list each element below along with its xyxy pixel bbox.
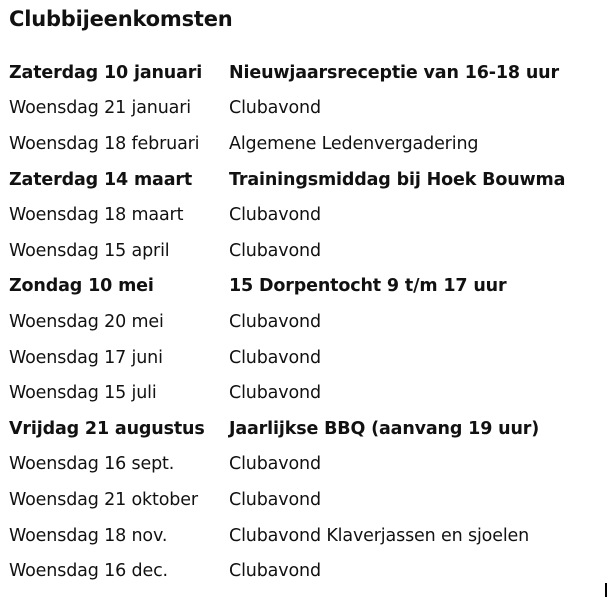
event-description: Clubavond Klaverjassen en sjoelen bbox=[229, 525, 530, 546]
event-row bbox=[9, 553, 609, 589]
event-description: Nieuwjaarsreceptie van 16-18 uur bbox=[229, 62, 559, 83]
event-date: Woensdag 18 nov. bbox=[9, 525, 168, 546]
text-cursor-mark bbox=[605, 583, 607, 597]
event-description: Clubavond bbox=[229, 383, 321, 404]
event-date: Woensdag 16 sept. bbox=[9, 454, 175, 475]
event-date: Woensdag 16 dec. bbox=[9, 561, 168, 582]
event-row bbox=[9, 518, 609, 554]
event-date: Vrijdag 21 augustus bbox=[9, 418, 205, 439]
event-date: Woensdag 15 april bbox=[9, 240, 170, 261]
event-row bbox=[9, 126, 609, 162]
event-description: Algemene Ledenvergadering bbox=[229, 133, 479, 154]
event-description: Clubavond bbox=[229, 489, 321, 510]
event-row bbox=[9, 55, 609, 91]
event-description: Clubavond bbox=[229, 561, 321, 582]
event-description: Clubavond bbox=[229, 454, 321, 475]
event-date: Woensdag 17 juni bbox=[9, 347, 163, 368]
event-date: Woensdag 20 mei bbox=[9, 311, 164, 332]
event-description: Clubavond bbox=[229, 240, 321, 261]
page-title: Clubbijeenkomsten bbox=[9, 7, 233, 31]
event-date: Zaterdag 14 maart bbox=[9, 169, 193, 190]
event-row bbox=[9, 340, 609, 376]
event-description: Clubavond bbox=[229, 205, 321, 226]
event-row bbox=[9, 304, 609, 340]
event-date: Woensdag 18 maart bbox=[9, 205, 184, 226]
event-description: 15 Dorpentocht 9 t/m 17 uur bbox=[229, 276, 507, 297]
event-row bbox=[9, 482, 609, 518]
event-row bbox=[9, 233, 609, 269]
event-date: Woensdag 18 februari bbox=[9, 133, 200, 154]
event-row bbox=[9, 411, 609, 447]
event-row bbox=[9, 162, 609, 198]
event-description: Trainingsmiddag bij Hoek Bouwma bbox=[229, 169, 566, 190]
event-row bbox=[9, 375, 609, 411]
event-description: Clubavond bbox=[229, 311, 321, 332]
event-date: Zondag 10 mei bbox=[9, 276, 154, 297]
event-description: Clubavond bbox=[229, 347, 321, 368]
event-row bbox=[9, 197, 609, 233]
event-row bbox=[9, 91, 609, 127]
event-row bbox=[9, 447, 609, 483]
event-date: Woensdag 15 juli bbox=[9, 383, 157, 404]
event-description: Jaarlijkse BBQ (aanvang 19 uur) bbox=[229, 418, 540, 439]
event-date: Zaterdag 10 januari bbox=[9, 62, 203, 83]
event-list bbox=[9, 55, 609, 589]
event-description: Clubavond bbox=[229, 98, 321, 119]
event-date: Woensdag 21 januari bbox=[9, 98, 191, 119]
event-row bbox=[9, 269, 609, 305]
event-date: Woensdag 21 oktober bbox=[9, 489, 198, 510]
